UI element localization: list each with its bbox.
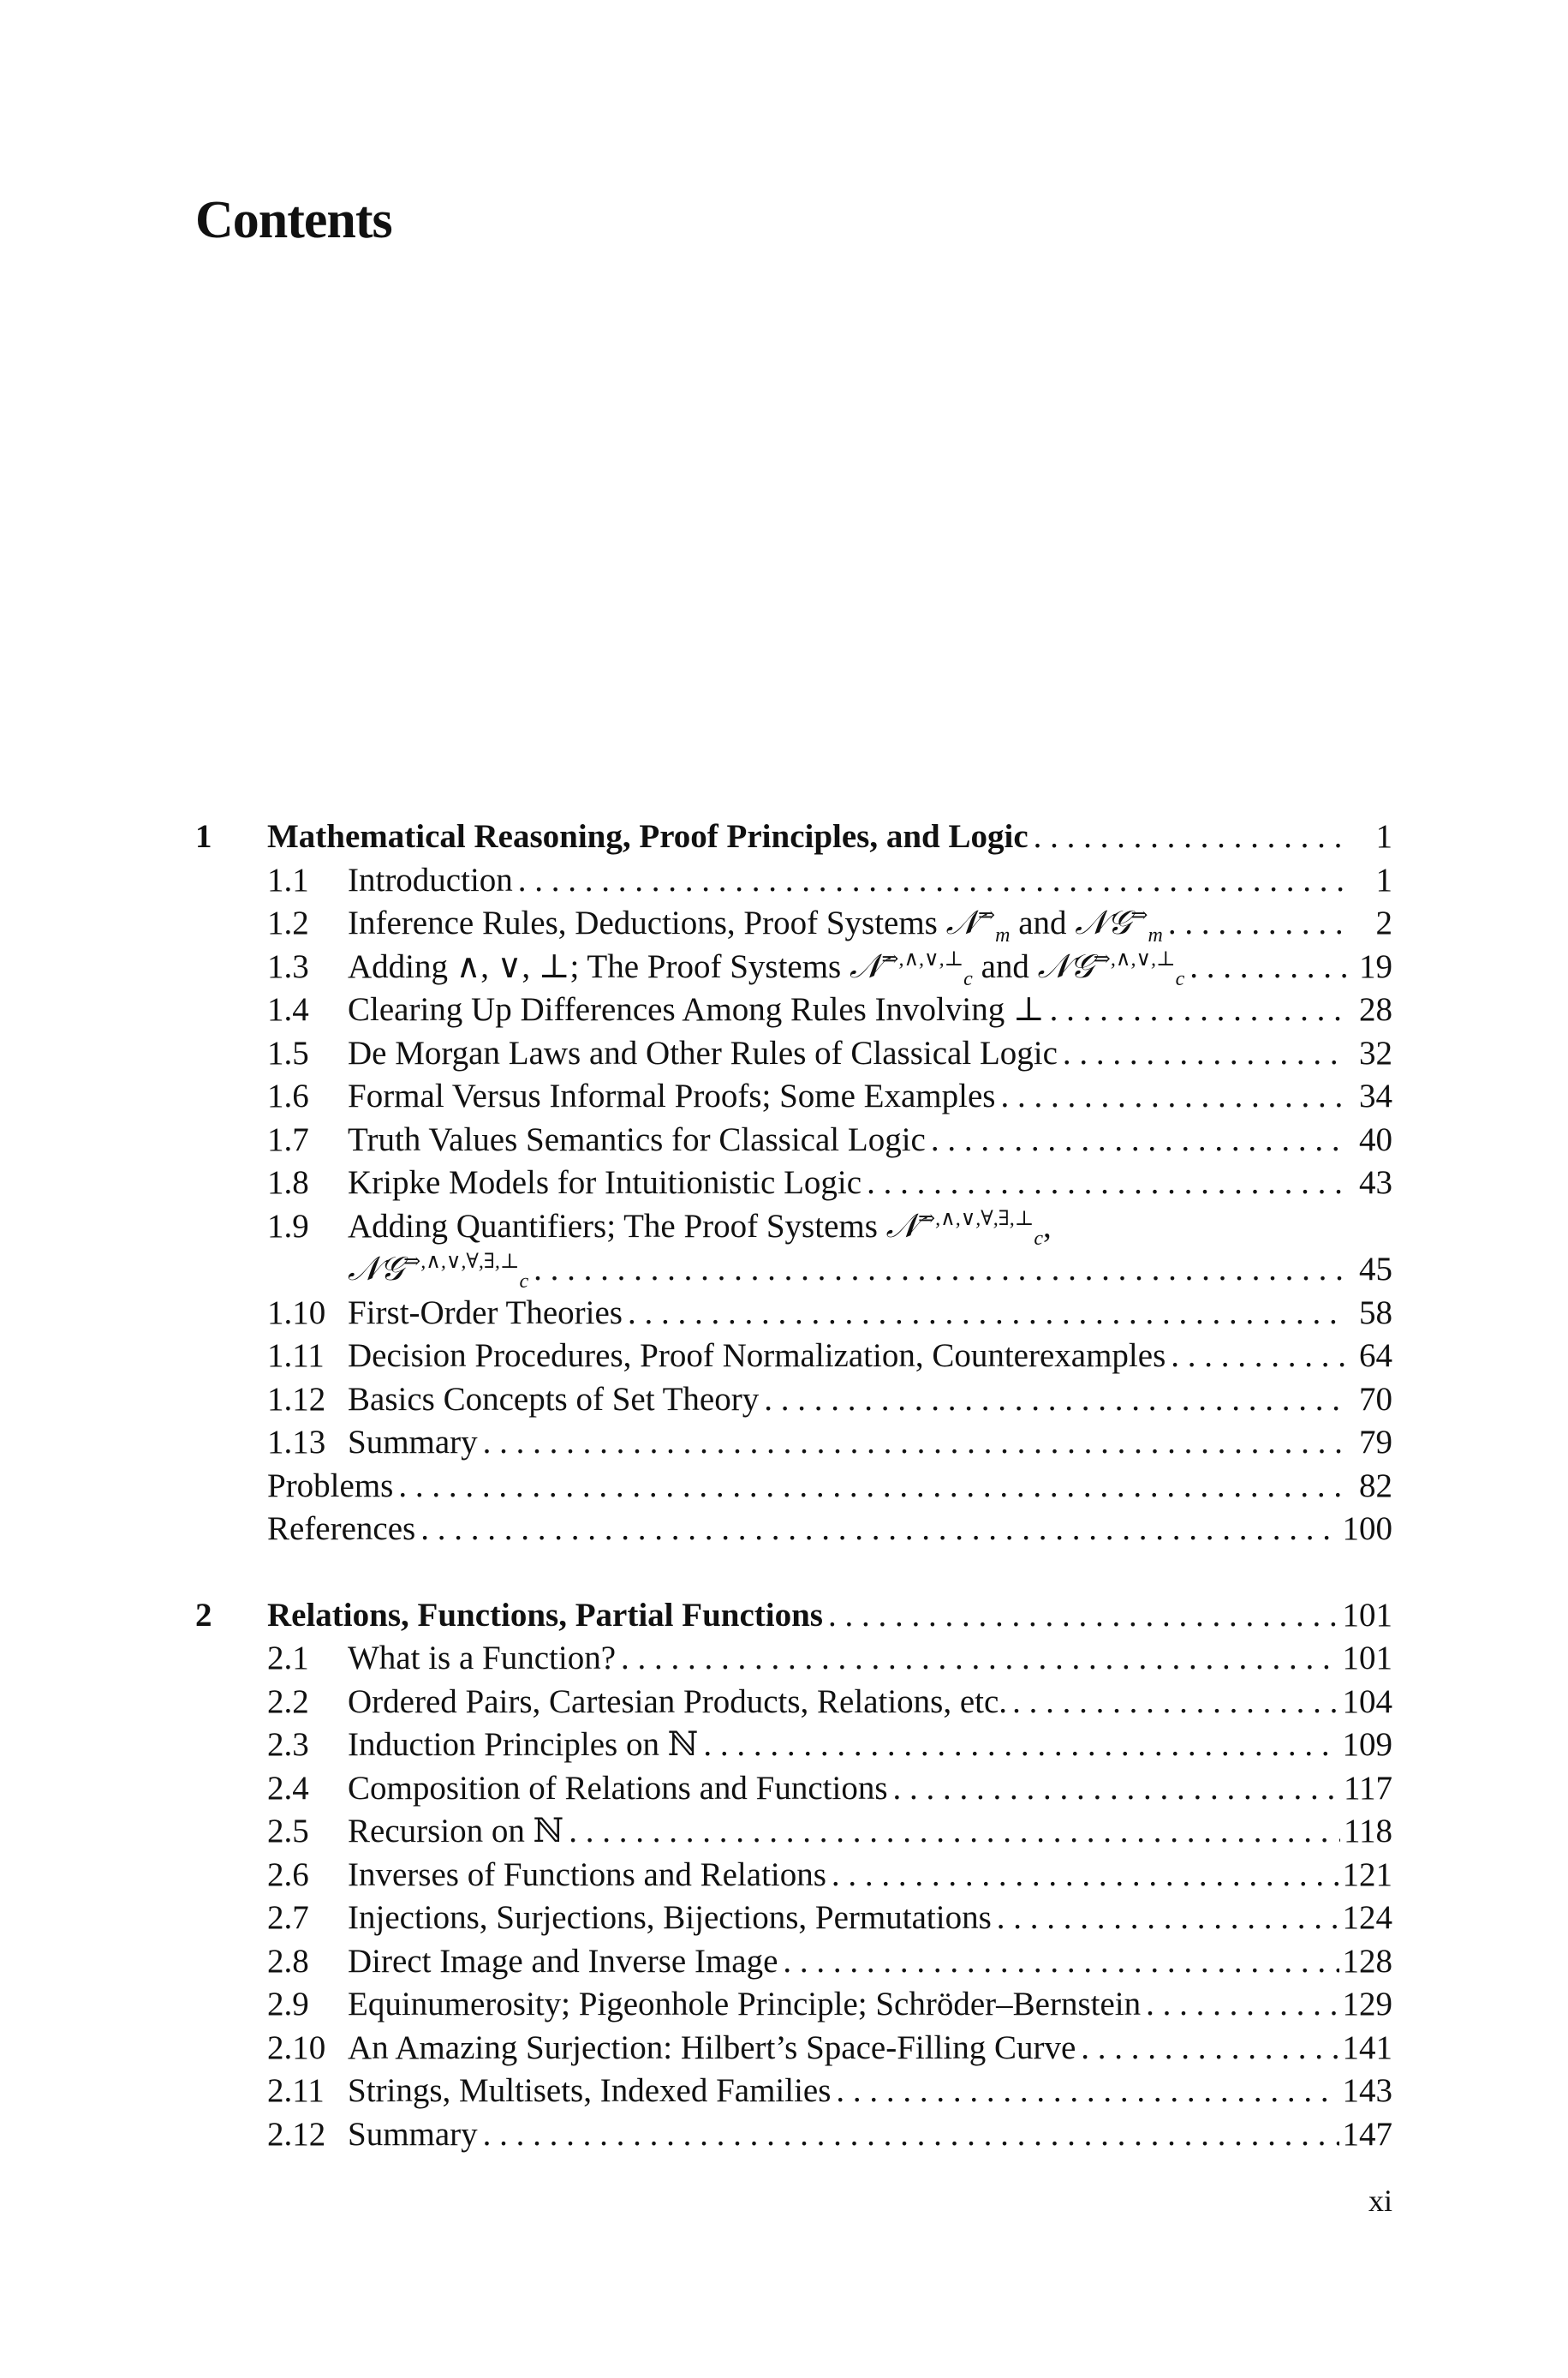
toc-entry-2-3[interactable] [195, 1724, 1392, 1767]
math-symbol: 𝒩⇒,∧,∨,⊥$_c$ [849, 947, 973, 990]
leader-dots [1166, 1335, 1346, 1378]
math-symbol: 𝒩⇒$_m$ [945, 905, 1011, 947]
toc-entry-1-13[interactable] [195, 1421, 1392, 1465]
section-title: Recursion on ℕ [348, 1813, 564, 1849]
section-title: Direct Image and Inverse Image [348, 1942, 778, 1980]
toc-entry-1-3[interactable] [195, 946, 1392, 989]
page-ref: 19 [1359, 947, 1392, 985]
leader-dots [513, 859, 1346, 903]
page-ref: 118 [1343, 1813, 1392, 1849]
leader-dots [528, 1248, 1346, 1292]
leader-dots [823, 1594, 1339, 1638]
section-title: Summary [348, 1424, 478, 1461]
leader-dots [1141, 1983, 1338, 2027]
leader-dots [623, 1292, 1346, 1335]
leader-dots [826, 1854, 1339, 1897]
section-title: Inverses of Functions and Relations [348, 1855, 826, 1893]
section-number: 1.13 [267, 1424, 326, 1461]
section-number: 2.6 [267, 1855, 309, 1893]
page-ref: 32 [1359, 1034, 1392, 1072]
section-number: 2.5 [267, 1813, 309, 1849]
section-number: 1.7 [267, 1120, 309, 1158]
section-title: Kripke Models for Intuitionistic Logic [348, 1164, 862, 1201]
leader-dots [1045, 989, 1346, 1032]
page-ref: 64 [1359, 1337, 1392, 1374]
leader-dots [1058, 1032, 1346, 1076]
page-ref: 28 [1359, 991, 1392, 1028]
section-title: Equinumerosity; Pigeonhole Principle; Schröder–Bernstein [348, 1986, 1142, 2022]
section-title-continued [348, 1248, 528, 1292]
toc-entry-2-6[interactable] [195, 1854, 1392, 1897]
section-title: Inference Rules, Deductions, Proof Systems 𝒩⇒$_m$ and 𝒩𝒢⇒$_m$ [348, 905, 1163, 947]
page-ref: 101 [1342, 1596, 1392, 1634]
leader-dots [888, 1767, 1340, 1811]
leader-dots [1163, 902, 1346, 946]
chapter-number: 2 [195, 1596, 212, 1634]
page-ref: 1 [1375, 818, 1392, 855]
toc-entry-1-10[interactable] [195, 1292, 1392, 1335]
leader-dots [995, 1075, 1346, 1119]
entry-title: References [267, 1510, 416, 1547]
math-symbol: 𝒩⇒,∧,∨,∀,∃,⊥$_c$ [885, 1207, 1044, 1250]
leader-dots [1028, 816, 1346, 859]
section-title: Decision Procedures, Proof Normalization, Counterexamples [348, 1337, 1166, 1374]
toc-entry-1-1[interactable] [195, 859, 1392, 903]
section-number: 2.11 [267, 2072, 325, 2109]
page-ref: 124 [1342, 1899, 1392, 1936]
toc-entry-2-11[interactable] [195, 2070, 1392, 2113]
leader-dots [1007, 1681, 1338, 1724]
leader-dots [862, 1162, 1346, 1205]
section-number: 1.3 [267, 947, 309, 985]
toc-entry-problems[interactable] [195, 1465, 1392, 1509]
chapter-2 [195, 1594, 1392, 2157]
chapter-number: 1 [195, 818, 212, 855]
math-symbol: 𝒩𝒢⇒,∧,∨,⊥$_c$ [1037, 947, 1185, 990]
section-number: 2.8 [267, 1942, 309, 1980]
page-ref: 45 [1359, 1251, 1392, 1288]
section-title: Formal Versus Informal Proofs; Some Examples [348, 1078, 996, 1114]
section-title: Truth Values Semantics for Classical Logic [348, 1120, 926, 1158]
section-number: 2.1 [267, 1640, 309, 1676]
section-number: 2.2 [267, 1682, 309, 1720]
section-number: 1.9 [267, 1207, 309, 1245]
table-of-contents [195, 816, 1392, 2199]
page-ref: 117 [1343, 1769, 1392, 1807]
page-ref: 70 [1359, 1380, 1392, 1418]
section-number: 1.12 [267, 1380, 326, 1418]
leader-dots [393, 1465, 1346, 1509]
page-ref: 43 [1359, 1164, 1392, 1201]
leader-dots [616, 1637, 1338, 1681]
chapter-title: Relations, Functions, Partial Functions [267, 1596, 823, 1634]
toc-entry-2-12[interactable] [195, 2113, 1392, 2157]
toc-entry-chapter-1[interactable] [195, 816, 1392, 859]
page-ref: 141 [1342, 2028, 1392, 2066]
toc-entry-chapter-2[interactable] [195, 1594, 1392, 1638]
page-ref: 129 [1342, 1986, 1392, 2022]
page-number: xi [1368, 2184, 1392, 2218]
leader-dots [778, 1940, 1338, 1984]
section-title: Composition of Relations and Functions [348, 1769, 888, 1807]
toc-entry-1-12[interactable] [195, 1378, 1392, 1422]
leader-dots [698, 1724, 1338, 1767]
page-ref: 143 [1342, 2072, 1392, 2109]
toc-entry-2-2[interactable] [195, 1681, 1392, 1724]
leader-dots [759, 1378, 1346, 1422]
toc-entry-1-8[interactable] [195, 1162, 1392, 1205]
section-number: 2.10 [267, 2028, 326, 2066]
page-ref: 34 [1359, 1078, 1392, 1114]
page-ref: 121 [1342, 1855, 1392, 1893]
section-title: Ordered Pairs, Cartesian Products, Relations, etc. [348, 1682, 1008, 1720]
leader-dots [415, 1508, 1338, 1551]
section-title: What is a Function? [348, 1640, 617, 1676]
section-number: 1.2 [267, 905, 309, 941]
toc-entry-1-5[interactable] [195, 1032, 1392, 1076]
section-title: Summary [348, 2115, 478, 2153]
toc-entry-2-4[interactable] [195, 1767, 1392, 1811]
math-symbol: 𝒩𝒢⇒,∧,∨,∀,∃,⊥$_c$ [348, 1251, 529, 1293]
section-title: Strings, Multisets, Indexed Families [348, 2072, 832, 2109]
page-ref: 147 [1342, 2115, 1392, 2153]
section-number: 1.5 [267, 1034, 309, 1072]
page-ref: 104 [1342, 1682, 1392, 1720]
chapter-1 [195, 816, 1392, 1551]
section-title: Induction Principles on ℕ [348, 1726, 699, 1763]
leader-dots [563, 1810, 1340, 1854]
toc-entry-2-5[interactable] [195, 1810, 1392, 1854]
page-ref: 101 [1342, 1640, 1392, 1676]
section-number: 1.4 [267, 991, 309, 1028]
leader-dots [992, 1897, 1339, 1940]
toc-entry-1-7[interactable] [195, 1119, 1392, 1162]
chapter-title: Mathematical Reasoning, Proof Principles, and Logic [267, 818, 1028, 855]
toc-entry-1-11[interactable] [195, 1335, 1392, 1378]
toc-entry-1-4[interactable] [195, 989, 1392, 1032]
section-title: Injections, Surjections, Bijections, Permutations [348, 1899, 992, 1936]
toc-entry-references[interactable] [195, 1508, 1392, 1551]
toc-entry-1-2[interactable] [195, 902, 1392, 946]
toc-entry-2-1[interactable] [195, 1637, 1392, 1681]
leader-dots [478, 1421, 1346, 1465]
page-ref: 40 [1359, 1120, 1392, 1158]
section-number: 1.10 [267, 1294, 326, 1331]
leader-dots [1184, 946, 1346, 989]
leader-dots [926, 1119, 1346, 1162]
page-ref: 1 [1375, 861, 1392, 899]
section-number: 1.1 [267, 861, 309, 899]
toc-entry-1-6[interactable] [195, 1075, 1392, 1119]
page-ref: 58 [1359, 1294, 1392, 1331]
toc-entry-1-9[interactable] [195, 1205, 1392, 1249]
toc-entry-2-9[interactable] [195, 1983, 1392, 2027]
section-title: Basics Concepts of Set Theory [348, 1380, 760, 1418]
page-ref: 100 [1342, 1510, 1392, 1547]
toc-entry-2-7[interactable] [195, 1897, 1392, 1940]
section-number: 2.12 [267, 2115, 326, 2153]
page-ref: 128 [1342, 1942, 1392, 1980]
section-title: Adding ∧, ∨, ⊥; The Proof Systems 𝒩⇒,∧,∨,⊥$_c$ and 𝒩𝒢⇒,∧,∨,⊥$_c$ [348, 947, 1185, 990]
section-number: 2.3 [267, 1726, 309, 1763]
section-number: 2.9 [267, 1986, 309, 2022]
page-ref: 109 [1342, 1726, 1392, 1763]
section-number: 2.4 [267, 1769, 309, 1807]
toc-entry-2-8[interactable] [195, 1940, 1392, 1984]
section-number: 2.7 [267, 1899, 309, 1936]
section-title: Introduction [348, 861, 513, 899]
section-number: 1.11 [267, 1337, 325, 1374]
section-number: 1.8 [267, 1164, 309, 1201]
leader-dots [831, 2070, 1338, 2113]
page-title: Contents [195, 191, 392, 249]
toc-entry-1-9-continued[interactable] [195, 1248, 1392, 1292]
section-title: First-Order Theories [348, 1294, 623, 1331]
section-title: Adding Quantifiers; The Proof Systems 𝒩⇒,∧,∨,∀,∃,⊥$_c$, [348, 1207, 1052, 1250]
math-symbol: 𝒩𝒢⇒$_m$ [1075, 905, 1163, 947]
section-title: De Morgan Laws and Other Rules of Classical Logic [348, 1034, 1058, 1072]
section-title: An Amazing Surjection: Hilbert’s Space-Filling Curve [348, 2028, 1076, 2066]
leader-dots [1076, 2027, 1338, 2070]
leader-dots [478, 2113, 1339, 2157]
toc-entry-2-10[interactable] [195, 2027, 1392, 2070]
page-ref: 2 [1375, 905, 1392, 941]
section-number: 1.6 [267, 1078, 309, 1114]
entry-title: Problems [267, 1467, 394, 1504]
page-ref: 82 [1359, 1467, 1392, 1504]
page-ref: 79 [1359, 1424, 1392, 1461]
section-title: Clearing Up Differences Among Rules Involving ⊥ [348, 991, 1045, 1028]
